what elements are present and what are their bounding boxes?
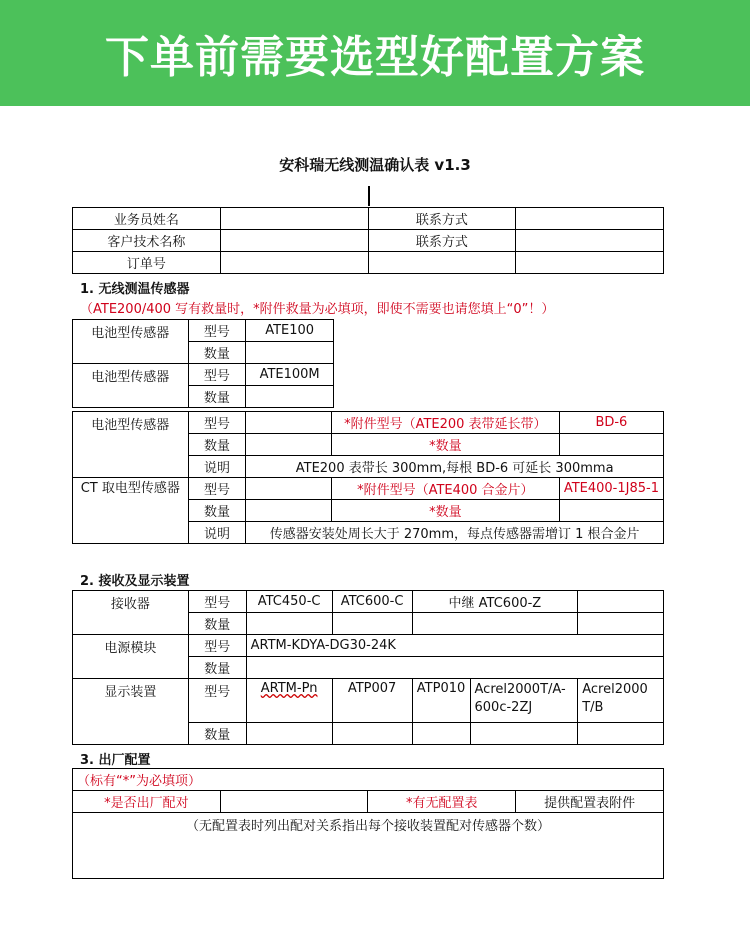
battery3-label: 电池型传感器: [73, 412, 189, 478]
empty-cell[interactable]: [368, 252, 516, 274]
contact-label: 联系方式: [368, 208, 516, 230]
power-module-model[interactable]: ARTM-KDYA-DG30-24K: [246, 635, 663, 657]
display-qty-input[interactable]: [470, 723, 578, 745]
qty-label: 数量: [188, 500, 246, 522]
battery1-model[interactable]: ATE100: [246, 320, 334, 342]
ate400-accessory-qty-input[interactable]: [559, 500, 663, 522]
desc-label: 说明: [188, 522, 246, 544]
qty-label: 数量: [188, 613, 246, 635]
model-label: 型号: [188, 412, 246, 434]
pairing-instruction: （无配置表时列出配对关系指出每个接收装置配对传感器个数）: [73, 813, 664, 879]
model-label: 型号: [188, 679, 246, 723]
display-model-option[interactable]: Acrel2000T/A-600c-2ZJ: [470, 679, 578, 723]
ct-sensor-label: CT 取电型传感器: [73, 478, 189, 544]
contact-label: 联系方式: [368, 230, 516, 252]
ate200-accessory-value[interactable]: BD-6: [559, 412, 663, 434]
receiver-display-table: [72, 590, 664, 745]
battery1-label: 电池型传感器: [73, 320, 189, 364]
qty-label: 数量: [188, 342, 246, 364]
desc-label: 说明: [188, 456, 246, 478]
ct-qty-input[interactable]: [246, 500, 332, 522]
required-note: （标有“*”为必填项）: [73, 769, 664, 791]
top-banner: [0, 0, 750, 106]
qty-label: 数量: [188, 386, 246, 408]
battery1-qty-input[interactable]: [246, 342, 334, 364]
power-module-label: 电源模块: [73, 635, 189, 679]
display-model-option[interactable]: ATP010: [412, 679, 470, 723]
display-qty-input[interactable]: [332, 723, 412, 745]
display-model-option[interactable]: Acrel2000T/B: [578, 679, 664, 723]
battery2-qty-input[interactable]: [246, 386, 334, 408]
text-cursor: [368, 186, 370, 206]
table-row: [73, 230, 664, 252]
display-qty-input[interactable]: [578, 723, 664, 745]
display-model-option[interactable]: ATP007: [332, 679, 412, 723]
receiver-model-option[interactable]: ATC600-C: [332, 591, 412, 613]
receiver-model-option[interactable]: 中继 ATC600-Z: [412, 591, 578, 613]
header-table: [72, 207, 664, 274]
display-qty-input[interactable]: [412, 723, 470, 745]
receiver-qty-input[interactable]: [332, 613, 412, 635]
model-label: 型号: [188, 635, 246, 657]
salesperson-label: 业务员姓名: [73, 208, 221, 230]
display-qty-input[interactable]: [246, 723, 332, 745]
qty-label: 数量: [188, 657, 246, 679]
battery3-model-input[interactable]: [246, 412, 332, 434]
empty-cell[interactable]: [516, 252, 664, 274]
contact-input[interactable]: [516, 230, 664, 252]
power-module-qty-input[interactable]: [246, 657, 663, 679]
battery2-label: 电池型传感器: [73, 364, 189, 408]
ate200-accessory-qty-input[interactable]: [559, 434, 663, 456]
model-label: 型号: [188, 478, 246, 500]
qty-label: 数量: [188, 723, 246, 745]
ate200-description: ATE200 表带长 300mm,每根 BD-6 可延长 300mma: [246, 456, 664, 478]
document-title: 安科瑞无线测温确认表 v1.3: [279, 156, 471, 174]
ate400-accessory-label: *附件型号（ATE400 合金片）: [331, 478, 559, 500]
customer-tech-input[interactable]: [220, 230, 368, 252]
display-model-option[interactable]: [246, 679, 332, 723]
display-model-text: ARTM-Pn: [260, 681, 318, 696]
battery-table: [72, 319, 334, 408]
battery3-qty-input[interactable]: [246, 434, 332, 456]
qty-label: 数量: [188, 434, 246, 456]
customer-tech-label: 客户技术名称: [73, 230, 221, 252]
receiver-qty-input[interactable]: [246, 613, 332, 635]
receiver-label: 接收器: [73, 591, 189, 635]
contact-input[interactable]: [516, 208, 664, 230]
receiver-qty-input[interactable]: [412, 613, 578, 635]
factory-pairing-label: *是否出厂配对: [73, 791, 221, 813]
model-label: 型号: [188, 320, 246, 342]
sensor-accessory-table: [72, 411, 664, 544]
section1-note: （ATE200/400 写有救量时，*附件救量为必填项，即使不需要也请您填上“0”！）: [80, 302, 555, 317]
factory-pairing-input[interactable]: [220, 791, 368, 813]
model-label: 型号: [188, 364, 246, 386]
ate400-accessory-value[interactable]: ATE400-1J85-1: [559, 478, 663, 500]
ate200-accessory-qty-label: *数量: [331, 434, 559, 456]
banner-title: 下单前需要选型好配置方案: [105, 32, 645, 83]
receiver-model-option[interactable]: ATC450-C: [246, 591, 332, 613]
empty-cell[interactable]: [578, 591, 664, 613]
display-label: 显示装置: [73, 679, 189, 745]
order-number-input[interactable]: [220, 252, 368, 274]
table-row: [73, 252, 664, 274]
empty-cell[interactable]: [578, 613, 664, 635]
section2-title: 2. 接收及显示装置: [80, 574, 190, 589]
battery2-model[interactable]: ATE100M: [246, 364, 334, 386]
section1-title: 1. 无线测温传感器: [80, 282, 190, 297]
salesperson-input[interactable]: [220, 208, 368, 230]
ate400-accessory-qty-label: *数量: [331, 500, 559, 522]
table-row: [73, 208, 664, 230]
factory-config-table: [72, 768, 664, 879]
ate200-accessory-label: *附件型号（ATE200 表带延长带）: [331, 412, 559, 434]
ct-model-input[interactable]: [246, 478, 332, 500]
config-attachment-label: 提供配置表附件: [516, 791, 664, 813]
section3-title: 3. 出厂配置: [80, 753, 151, 768]
ct-description: 传感器安装处周长大于 270mm，每点传感器需增订 1 根合金片: [246, 522, 664, 544]
model-label: 型号: [188, 591, 246, 613]
config-table-label: *有无配置表: [368, 791, 516, 813]
order-number-label: 订单号: [73, 252, 221, 274]
